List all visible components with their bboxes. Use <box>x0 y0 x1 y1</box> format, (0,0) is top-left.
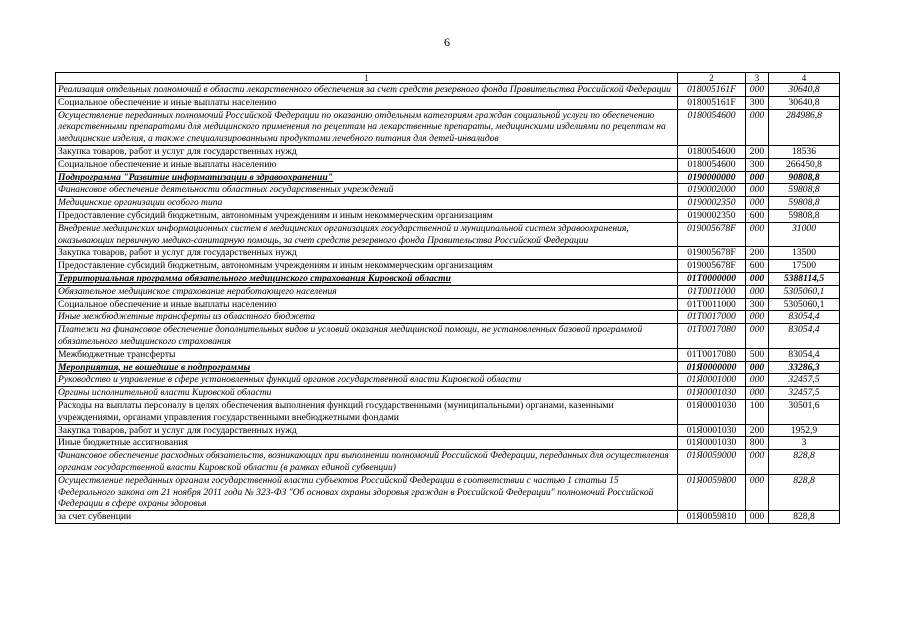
row-expense-type-cell: 000 <box>746 285 769 298</box>
row-expense-type-cell: 000 <box>746 311 769 324</box>
row-name-cell: Финансовое обеспечение деятельности областных государственных учреждений <box>56 184 678 197</box>
row-expense-type-cell: 200 <box>746 145 769 158</box>
row-amount-cell: 83054,4 <box>769 311 840 324</box>
column-header-expense-type: 3 <box>746 73 769 84</box>
row-code-cell: 0180054600 <box>678 158 746 171</box>
row-code-cell: 0190000000 <box>678 171 746 184</box>
row-expense-type-cell: 000 <box>746 374 769 387</box>
row-name-cell: Закупка товаров, работ и услуг для государственных нужд <box>56 145 678 158</box>
table-row <box>56 399 840 424</box>
row-name-cell: Предоставление субсидий бюджетным, автономным учреждениям и иным некоммерческим организациям <box>56 260 678 273</box>
table-row <box>56 247 840 260</box>
row-name-cell: Органы исполнительной власти Кировской области <box>56 387 678 400</box>
table-row <box>56 171 840 184</box>
row-code-cell: 0180054600 <box>678 109 746 145</box>
row-code-cell: 0190002350 <box>678 209 746 222</box>
row-name-cell: за счет субвенции <box>56 511 678 524</box>
row-expense-type-cell: 000 <box>746 109 769 145</box>
row-code-cell: 01Я0059800 <box>678 474 746 510</box>
table-row <box>56 374 840 387</box>
row-expense-type-cell: 000 <box>746 450 769 475</box>
row-name-cell: Расходы на выплаты персоналу в целях обеспечения выполнения функций государственными (муниципальными) органами, казенными учреждениями, органами управления государственными внебюджетными фондами <box>56 399 678 424</box>
row-code-cell: 01Я0001030 <box>678 437 746 450</box>
row-amount-cell: 18536 <box>769 145 840 158</box>
row-amount-cell: 32457,5 <box>769 374 840 387</box>
row-expense-type-cell: 500 <box>746 348 769 361</box>
row-code-cell: 0190002350 <box>678 197 746 210</box>
row-expense-type-cell: 000 <box>746 272 769 285</box>
row-amount-cell: 30640,8 <box>769 84 840 97</box>
row-name-cell: Осуществление переданных полномочий Российской Федерации по оказанию отдельным категориям граждан социальной услуги по обеспечению лекарственными препаратами для медицинского применения по рецептам на лекарственные препараты, медицинскими изделиями по рецептам на медицинские изделия, а также специализированными продуктами лечебного питания для детей-инвалидов <box>56 109 678 145</box>
table-row <box>56 145 840 158</box>
table-row <box>56 298 840 311</box>
row-name-cell: Платежи на финансовое обеспечение дополнительных видов и условий оказания медицинской помощи, не установленных базовой программой обязательного медицинского страхования <box>56 324 678 349</box>
table-row <box>56 260 840 273</box>
row-amount-cell: 828,8 <box>769 511 840 524</box>
row-code-cell: 018005161F <box>678 96 746 109</box>
row-code-cell: 0190002000 <box>678 184 746 197</box>
row-expense-type-cell: 300 <box>746 158 769 171</box>
row-amount-cell: 3 <box>769 437 840 450</box>
row-amount-cell: 83054,4 <box>769 348 840 361</box>
table-row <box>56 324 840 349</box>
row-name-cell: Предоставление субсидий бюджетным, автономным учреждениям и иным некоммерческим организациям <box>56 209 678 222</box>
row-name-cell: Финансовое обеспечение расходных обязательств, возникающих при выполнении полномочий Российской Федерации, переданных для осуществления органам государственной власти Кировской области (в рамках единой субвенции) <box>56 450 678 475</box>
row-name-cell: Межбюджетные трансферты <box>56 348 678 361</box>
row-name-cell: Мероприятия, не вошедшие в подпрограммы <box>56 361 678 374</box>
row-name-cell: Осуществление переданных органам государственной власти субъектов Российской Федерации в соответствии с частью 1 статьи 15 Федерального закона от 21 ноября 2011 года № 323-ФЗ "Об основах охраны здоровья граждан в Российской Федерации" полномочий Российской Федерации в сфере охраны здоровья <box>56 474 678 510</box>
row-amount-cell: 828,8 <box>769 450 840 475</box>
row-code-cell: 01T0017080 <box>678 324 746 349</box>
table-row <box>56 272 840 285</box>
row-name-cell: Социальное обеспечение и иные выплаты населению <box>56 298 678 311</box>
row-expense-type-cell: 000 <box>746 361 769 374</box>
row-name-cell: Иные межбюджетные трансферты из областного бюджета <box>56 311 678 324</box>
row-name-cell: Реализация отдельных полномочий в области лекарственного обеспечения за счет средств резервного фонда Правительства Российской Федерации <box>56 84 678 97</box>
row-name-cell: Обязательное медицинское страхование неработающего населения <box>56 285 678 298</box>
row-amount-cell: 32457,5 <box>769 387 840 400</box>
row-name-cell: Внедрение медицинских информационных систем в медицинских организациях государственной и муниципальной систем здравоохранения, оказывающих первичную медико-санитарную помощь, за счет средств резервного фонда Правительства Российской Федерации <box>56 222 678 247</box>
row-expense-type-cell: 000 <box>746 184 769 197</box>
table-header-row <box>56 73 840 84</box>
table-row <box>56 511 840 524</box>
row-code-cell: 01T0017080 <box>678 348 746 361</box>
row-amount-cell: 13500 <box>769 247 840 260</box>
row-code-cell: 019005678F <box>678 260 746 273</box>
table-row <box>56 285 840 298</box>
row-amount-cell: 5388114,5 <box>769 272 840 285</box>
table-row <box>56 96 840 109</box>
table-row <box>56 158 840 171</box>
row-amount-cell: 59808,8 <box>769 197 840 210</box>
table-row <box>56 437 840 450</box>
row-expense-type-cell: 000 <box>746 387 769 400</box>
row-amount-cell: 5305060,1 <box>769 298 840 311</box>
row-code-cell: 01T0011000 <box>678 285 746 298</box>
table-row <box>56 222 840 247</box>
row-expense-type-cell: 300 <box>746 96 769 109</box>
row-name-cell: Территориальная программа обязательного медицинского страхования Кировской области <box>56 272 678 285</box>
row-expense-type-cell: 000 <box>746 84 769 97</box>
row-amount-cell: 90808,8 <box>769 171 840 184</box>
row-name-cell: Руководство и управление в сфере установленных функций органов государственной власти Кировской области <box>56 374 678 387</box>
column-header-name: 1 <box>56 73 678 84</box>
row-amount-cell: 828,8 <box>769 474 840 510</box>
row-expense-type-cell: 300 <box>746 298 769 311</box>
row-amount-cell: 33286,3 <box>769 361 840 374</box>
row-expense-type-cell: 600 <box>746 260 769 273</box>
row-name-cell: Иные бюджетные ассигнования <box>56 437 678 450</box>
row-name-cell: Закупка товаров, работ и услуг для государственных нужд <box>56 424 678 437</box>
table-row <box>56 361 840 374</box>
row-code-cell: 01Я0001000 <box>678 374 746 387</box>
row-code-cell: 01T0000000 <box>678 272 746 285</box>
row-amount-cell: 31000 <box>769 222 840 247</box>
row-name-cell: Закупка товаров, работ и услуг для государственных нужд <box>56 247 678 260</box>
row-code-cell: 01Я0059810 <box>678 511 746 524</box>
row-code-cell: 01T0017000 <box>678 311 746 324</box>
row-code-cell: 019005678F <box>678 247 746 260</box>
budget-table <box>55 72 840 524</box>
row-amount-cell: 83054,4 <box>769 324 840 349</box>
row-amount-cell: 266450,8 <box>769 158 840 171</box>
row-code-cell: 01Я0001030 <box>678 424 746 437</box>
table-row <box>56 424 840 437</box>
row-expense-type-cell: 800 <box>746 437 769 450</box>
column-header-amount: 4 <box>769 73 840 84</box>
row-code-cell: 01Я0001030 <box>678 399 746 424</box>
row-expense-type-cell: 200 <box>746 424 769 437</box>
row-expense-type-cell: 200 <box>746 247 769 260</box>
row-amount-cell: 59808,8 <box>769 209 840 222</box>
row-expense-type-cell: 000 <box>746 171 769 184</box>
table-row <box>56 311 840 324</box>
table-row <box>56 387 840 400</box>
page-number: 6 <box>444 35 450 49</box>
row-name-cell: Медицинские организации особого типа <box>56 197 678 210</box>
row-amount-cell: 1952,9 <box>769 424 840 437</box>
row-expense-type-cell: 000 <box>746 197 769 210</box>
row-expense-type-cell: 000 <box>746 222 769 247</box>
table-row <box>56 209 840 222</box>
row-amount-cell: 284986,8 <box>769 109 840 145</box>
table-row <box>56 184 840 197</box>
row-code-cell: 01Я0059000 <box>678 450 746 475</box>
table-row <box>56 109 840 145</box>
row-code-cell: 01Я0001030 <box>678 387 746 400</box>
row-name-cell: Социальное обеспечение и иные выплаты населению <box>56 158 678 171</box>
row-amount-cell: 17500 <box>769 260 840 273</box>
table-row <box>56 474 840 510</box>
table-row <box>56 348 840 361</box>
row-expense-type-cell: 000 <box>746 474 769 510</box>
table-row <box>56 84 840 97</box>
row-code-cell: 01Я0000000 <box>678 361 746 374</box>
row-amount-cell: 30640,8 <box>769 96 840 109</box>
row-expense-type-cell: 000 <box>746 324 769 349</box>
table-row <box>56 450 840 475</box>
column-header-code: 2 <box>678 73 746 84</box>
row-code-cell: 01T0011000 <box>678 298 746 311</box>
row-expense-type-cell: 600 <box>746 209 769 222</box>
row-expense-type-cell: 000 <box>746 511 769 524</box>
row-amount-cell: 59808,8 <box>769 184 840 197</box>
row-code-cell: 018005161F <box>678 84 746 97</box>
row-expense-type-cell: 100 <box>746 399 769 424</box>
row-amount-cell: 5305060,1 <box>769 285 840 298</box>
row-code-cell: 019005678F <box>678 222 746 247</box>
table-row <box>56 197 840 210</box>
row-name-cell: Социальное обеспечение и иные выплаты населению <box>56 96 678 109</box>
row-code-cell: 0180054600 <box>678 145 746 158</box>
row-name-cell: Подпрограмма "Развитие информатизации в здравоохранении" <box>56 171 678 184</box>
row-amount-cell: 30501,6 <box>769 399 840 424</box>
